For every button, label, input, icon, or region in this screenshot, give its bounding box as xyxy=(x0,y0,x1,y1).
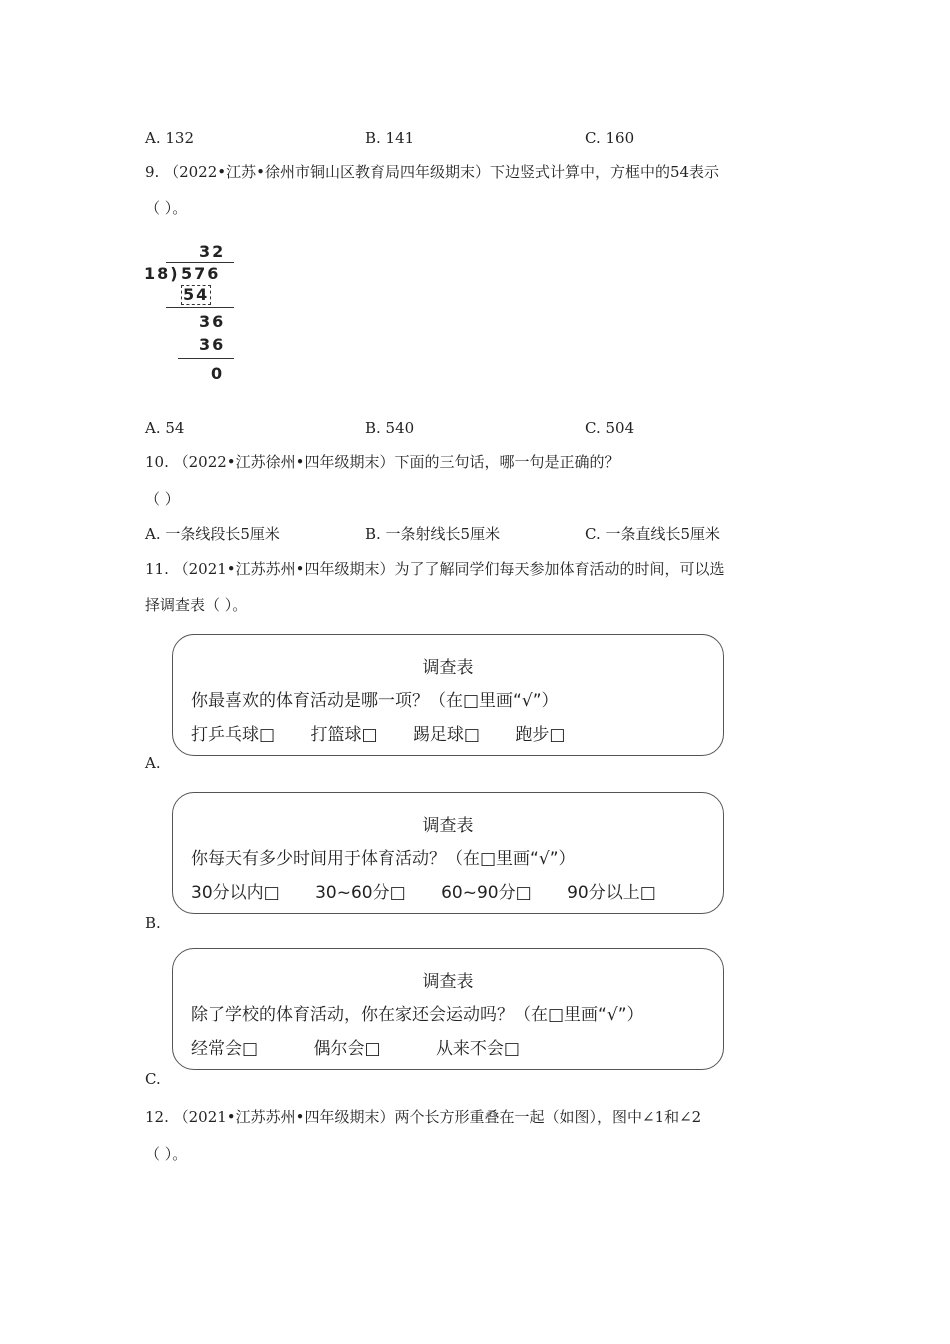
q10-text: 10. （2022•江苏徐州•四年级期末）下面的三句话，哪一句是正确的？ xyxy=(145,453,620,471)
q9-option-b: B. 540 xyxy=(365,419,415,437)
survey-choice: 30分以内□ xyxy=(191,883,280,903)
survey-choice: 打篮球□ xyxy=(310,725,378,745)
survey-table-b xyxy=(172,792,724,914)
q9-blank: （ ）。 xyxy=(145,199,188,217)
q10-option-a: A. 一条线段长5厘米 xyxy=(145,525,280,543)
survey-title: 调查表 xyxy=(422,658,474,678)
survey-question: 除了学校的体育活动，你在家还会运动吗？（在□里画“√”） xyxy=(191,1005,644,1025)
survey-choice: 90分以上□ xyxy=(567,883,656,903)
division-bar xyxy=(166,262,234,263)
survey-choice: 跑步□ xyxy=(515,725,566,745)
survey-title: 调查表 xyxy=(422,816,474,836)
survey-title: 调查表 xyxy=(422,972,474,992)
q11-option-a-label: A. xyxy=(145,754,161,772)
survey-choices xyxy=(191,878,686,903)
survey-choice: 60~90分□ xyxy=(441,883,532,903)
survey-table-a xyxy=(172,634,724,756)
survey-choice: 踢足球□ xyxy=(412,725,480,745)
q9-option-a: A. 54 xyxy=(145,419,185,437)
division-result-0: 0 xyxy=(211,364,225,383)
q9-option-c: C. 504 xyxy=(585,419,635,437)
q10-blank: （ ） xyxy=(145,490,180,508)
q11-option-c-label: C. xyxy=(145,1070,161,1088)
q8-option-a: A. 132 xyxy=(145,129,194,147)
division-quotient: 32 xyxy=(199,242,226,261)
survey-question: 你每天有多少时间用于体育活动？（在□里画“√”） xyxy=(191,849,576,869)
division-divisor: 18) xyxy=(144,264,180,283)
q10-option-b: B. 一条射线长5厘米 xyxy=(365,525,501,543)
survey-choice: 从来不会□ xyxy=(435,1039,520,1059)
division-boxed-54: 54 xyxy=(183,285,210,304)
division-dividend: 576 xyxy=(181,264,221,283)
q11-blank: 择调查表（ ）。 xyxy=(145,596,248,614)
q12-blank: （ ）。 xyxy=(145,1145,188,1163)
q9-text: 9. （2022•江苏•徐州市铜山区教育局四年级期末）下边竖式计算中，方框中的54表示 xyxy=(145,163,720,181)
division-step-36b: 36 xyxy=(199,335,226,354)
q12-text: 12. （2021•江苏苏州•四年级期末）两个长方形重叠在一起（如图），图中∠1和∠2 xyxy=(145,1108,702,1126)
survey-choices xyxy=(191,720,595,745)
survey-choices xyxy=(191,1034,550,1059)
q8-option-c: C. 160 xyxy=(585,129,635,147)
q10-option-c: C. 一条直线长5厘米 xyxy=(585,525,721,543)
survey-choice: 偶尔会□ xyxy=(313,1039,381,1059)
q8-option-b: B. 141 xyxy=(365,129,415,147)
survey-question: 你最喜欢的体育活动是哪一项？（在□里画“√”） xyxy=(191,691,559,711)
survey-choice: 经常会□ xyxy=(191,1039,259,1059)
division-step-36a: 36 xyxy=(199,312,226,331)
survey-table-c xyxy=(172,948,724,1070)
q11-option-b-label: B. xyxy=(145,914,161,932)
survey-choice: 打乒乓球□ xyxy=(191,725,276,745)
q11-text: 11. （2021•江苏苏州•四年级期末）为了了解同学们每天参加体育活动的时间，可以选 xyxy=(145,560,725,578)
division-line-1 xyxy=(166,307,234,308)
survey-choice: 30~60分□ xyxy=(315,883,406,903)
division-line-2 xyxy=(178,358,234,359)
